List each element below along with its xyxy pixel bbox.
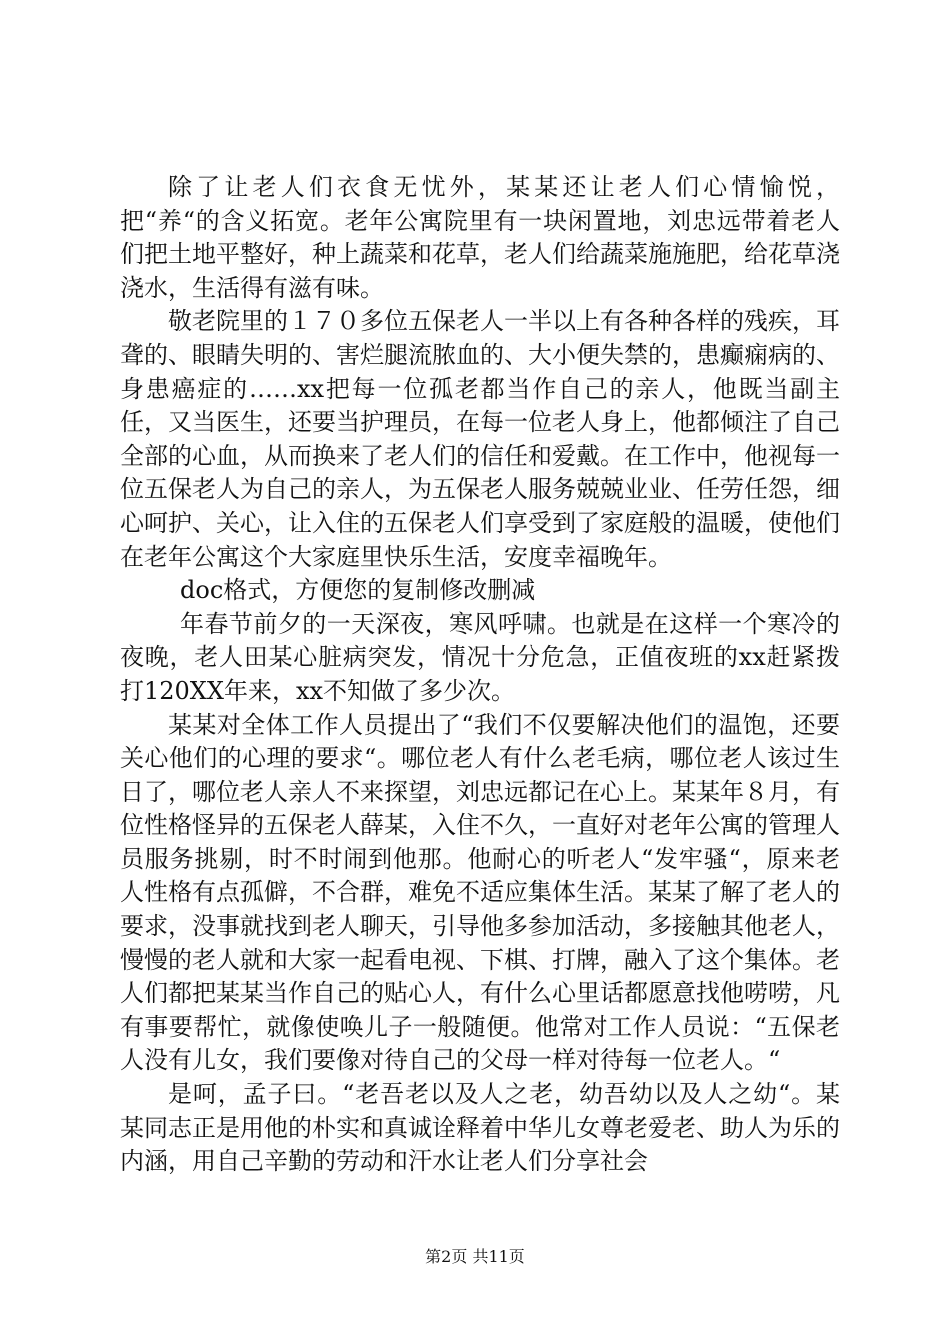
paragraph-6: 是呵，孟子曰。“老吾老以及人之老，幼吾幼以及人之幼“。某某同志正是用他的朴实和真诚诠释着中华儿女尊老爱老、助人为乐的内涵，用自己辛勤的劳动和汗水让老人们分享社会 (120, 1080, 840, 1176)
paragraph-2: 敬老院里的１７０多位五保老人一半以上有各种各样的残疾，耳聋的、眼睛失明的、害烂腿流脓血的、大小便失禁的，患癫痫病的、身患癌症的……xx把每一位孤老都当作自己的亲人，他既当副主任，又当医生，还要当护理员，在每一位老人身上，他都倾注了自己全部的心血，从而换来了老人们的信任和爱戴。在工作中，他视每一位五保老人为自己的亲人，为五保老人服务兢兢业业、任劳任怨，细心呵护、关心，让入住的五保老人们享受到了家庭般的温暖，使他们在老年公寓这个大家庭里快乐生活，安度幸福晚年。 (120, 307, 840, 571)
paragraph-1: 除了让老人们衣食无忧外，某某还让老人们心情愉悦，把“养“的含义拓宽。老年公寓院里有一块闲置地，刘忠远带着老人们把土地平整好，种上蔬菜和花草，老人们给蔬菜施施肥，给花草浇浇水，生活得有滋有味。 (120, 173, 840, 302)
paragraph-3: doc格式，方便您的复制修改删减 (180, 576, 536, 605)
page-footer: 第2页 共11页 (425, 1247, 525, 1266)
paragraph-4: 年春节前夕的一天深夜，寒风呼啸。也就是在这样一个寒冷的夜晚，老人田某心脏病突发，情况十分危急，正值夜班的xx赶紧拨打120XX年来，xx不知做了多少次。 (120, 609, 840, 705)
body-text (120, 171, 840, 1179)
paragraph-5: 某某对全体工作人员提出了“我们不仅要解决他们的温饱，还要关心他们的心理的要求“。哪位老人有什么老毛病，哪位老人该过生日了，哪位老人亲人不来探望，刘忠远都记在心上。某某年８月，有位性格怪异的五保老人薛某，入住不久，一直好对老年公寓的管理人员服务挑剔，时不时闹到他那。他耐心的听老人“发牢骚“，原来老人性格有点孤僻，不合群，难免不适应集体生活。某某了解了老人的要求，没事就找到老人聊天，引导他多参加活动，多接触其他老人，慢慢的老人就和大家一起看电视、下棋、打牌，融入了这个集体。老人们都把某某当作自己的贴心人，有什么心里话都愿意找他唠唠，凡有事要帮忙，就像使唤儿子一般随便。他常对工作人员说：“五保老人没有儿女，我们要像对待自己的父母一样对待每一位老人。“ (120, 710, 840, 1075)
